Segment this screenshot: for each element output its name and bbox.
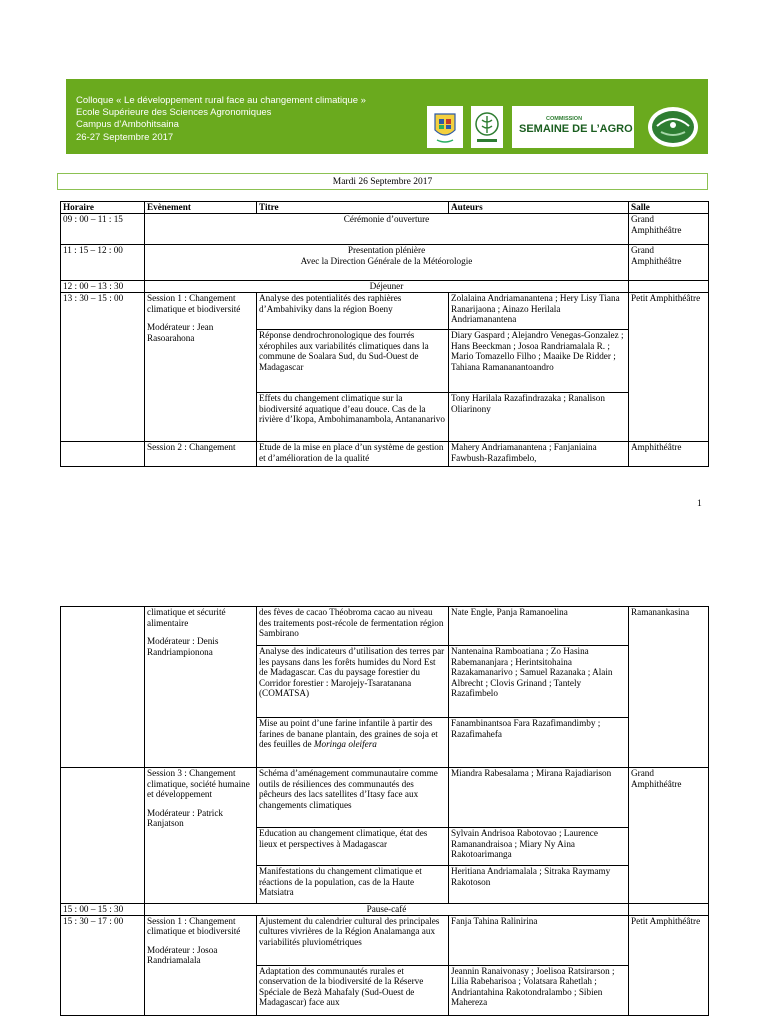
session-cell [145, 293, 257, 442]
time-cell: 12 : 00 – 13 : 30 [61, 281, 145, 293]
time-cell [61, 607, 145, 768]
table-row [61, 281, 709, 293]
talk-authors: Nate Engle, Panja Ramanoelina [449, 607, 629, 646]
talk-authors: Miandra Rabesalama ; Mirana Rajadiarison [449, 768, 629, 828]
talk-authors: Zolalaina Andriamanantena ; Hery Lisy Tiana Ranarijaona ; Ainazo Herilala Andriamanantena [449, 293, 629, 330]
room-cell [629, 904, 709, 916]
talk-title: Etude de la mise en place d’un système de gestion et d’amélioration de la qualité [257, 442, 449, 467]
session-moderator: Modérateur : Patrick Ranjatson [147, 807, 224, 829]
header-line-campus: Campus d’Ambohitsaina [76, 119, 179, 131]
event-cell [145, 245, 629, 281]
header-auteurs: Auteurs [449, 202, 629, 214]
time-cell: 11 : 15 – 12 : 00 [61, 245, 145, 281]
talk-authors: Tony Harilala Razafindrazaka ; Ranalison Oliarinony [449, 393, 629, 442]
talk-title-text: Mise au point d’une farine infantile à partir des farines de banane plantain, des graines de soja et des feuilles de [259, 718, 438, 750]
time-cell [61, 442, 145, 467]
table-row [61, 904, 709, 916]
table-row [61, 442, 709, 467]
header-titre: Titre [257, 202, 449, 214]
semaine-agro-logo-main: SEMAINE DE L’AGRO [519, 123, 633, 135]
session-cell [145, 915, 257, 1015]
table-row [61, 768, 709, 828]
header-salle: Salle [629, 202, 709, 214]
header-line-dates: 26-27 Septembre 2017 [76, 131, 174, 143]
talk-title: des fèves de cacao Théobroma cacao au niveau des traitements post-récole de fermentation région Sambirano [257, 607, 449, 646]
header-line-school: Ecole Supérieure des Sciences Agronomiques [76, 107, 272, 119]
pleniere-subtitle: Avec la Direction Générale de la Météorologie [300, 255, 473, 266]
date-heading: Mardi 26 Septembre 2017 [57, 173, 708, 190]
time-cell [61, 768, 145, 904]
talk-title: Schéma d’aménagement communautaire comme outils de résiliences des communautés des pêcheurs des lacs satellites d’Itasy face aux changements climatiques [257, 768, 449, 828]
pleniere-title: Presentation plénière [347, 245, 426, 255]
session-name: Session 1 : Changement climatique et biodiversité [147, 915, 241, 937]
session-cell [145, 768, 257, 904]
talk-authors: Fanambinantsoa Fara Razafimandimby ; Razafimahefa [449, 718, 629, 768]
talk-authors: Sylvain Andrisoa Rabotovao ; Laurence Ramanandraisoa ; Miary Ny Aina Rakotoarimanga [449, 828, 629, 866]
table-row [61, 214, 709, 245]
semaine-agro-logo-top: COMMISSION [546, 116, 583, 122]
room-cell: Grand Amphithéâtre [629, 245, 709, 281]
event-cell: Cérémonie d’ouverture [145, 214, 629, 245]
header-evenement: Evènement [145, 202, 257, 214]
table-row [61, 607, 709, 646]
semaine-agro-logo [512, 106, 634, 148]
session-cell [145, 607, 257, 768]
session-moderator: Modérateur : Josoa Randriamalala [147, 944, 218, 966]
room-cell [629, 281, 709, 293]
session-name: climatique et sécurité alimentaire [147, 607, 226, 628]
session-moderator: Modérateur : Denis Randriampionona [147, 636, 219, 657]
room-cell: Petit Amphithéâtre [629, 915, 709, 1015]
time-cell: 09 : 00 – 11 : 15 [61, 214, 145, 245]
talk-authors: Fanja Tahina Ralinirina [449, 915, 629, 965]
session-moderator: Modérateur : Jean Rasoarahona [147, 322, 214, 343]
room-cell: Grand Amphithéâtre [629, 214, 709, 245]
event-cell: Pause-café [145, 904, 629, 916]
room-cell: Petit Amphithéâtre [629, 293, 709, 442]
header-horaire: Horaire [61, 202, 145, 214]
talk-title [257, 718, 449, 768]
talk-title: Analyse des indicateurs d’utilisation des terres par les paysans dans les forêts humides du Nord Est de Madagascar. Cas du paysage forestier du Corridor forestier : Marojejy-Tsaratanana (COMATSA) [257, 646, 449, 718]
header-banner [66, 79, 708, 154]
talk-title: Effets du changement climatique sur la biodiversité aquatique d’eau douce. Cas de la rivière d’Ikopa, Ambohimanambola, Antananarivo [257, 393, 449, 442]
event-cell: Déjeuner [145, 281, 629, 293]
room-cell: Grand Amphithéâtre [629, 768, 709, 904]
talk-title: Ajustement du calendrier cultural des principales cultures vivrières de la Région Analamanga aux variabilités pluviométriques [257, 915, 449, 965]
time-cell: 15 : 30 – 17 : 00 [61, 915, 145, 1015]
page-number: 1 [697, 499, 702, 509]
talk-authors: Heritiana Andriamalala ; Sitraka Raymamy Rakotoson [449, 866, 629, 904]
header-line-title: Colloque « Le développement rural face au changement climatique » [76, 95, 366, 106]
schedule-table-page-2 [60, 606, 709, 1016]
talk-authors: Diary Gaspard ; Alejandro Venegas-Gonzalez ; Hans Beeckman ; Josoa Randriamalala R. ; Mario Tomazello Filho ; Maaike De Ridder ; Tahiana Ramananantoandro [449, 330, 629, 393]
header-text [76, 95, 366, 144]
talk-title: Adaptation des communautés rurales et conservation de la biodiversité de la Réserve Spéciale de Bezà Mahafaly (Sud-Ouest de Madagascar) face aux [257, 965, 449, 1015]
talk-title: Education au changement climatique, état des lieux et perspectives à Madagascar [257, 828, 449, 866]
talk-title: Réponse dendrochronologique des fourrés xérophiles aux variabilités climatiques dans la commune de Soalara Sud, du Sud-Ouest de Madagascar [257, 330, 449, 393]
table-row [61, 245, 709, 281]
schedule-table-page-1 [60, 201, 709, 467]
room-cell: Ramanankasina [629, 607, 709, 768]
session-cell: Session 2 : Changement [145, 442, 257, 467]
time-cell: 15 : 00 – 15 : 30 [61, 904, 145, 916]
talk-title: Manifestations du changement climatique et réactions de la population, cas de la Haute Matsiatra [257, 866, 449, 904]
university-logo [427, 106, 463, 148]
talk-authors: Nantenaina Ramboatiana ; Zo Hasina Rabemananjara ; Herintsitohaina Razakamanarivo ; Samuel Razanaka ; Alain Albrecht ; Clovis Grinand ; Tantely Razafimbelo [449, 646, 629, 718]
table-row [61, 293, 709, 330]
table-header-row [61, 202, 709, 214]
essa-logo [471, 106, 503, 148]
session-name: Session 3 : Changement climatique, société humaine et développement [147, 768, 250, 800]
association-logo [647, 106, 699, 148]
session-name: Session 1 : Changement climatique et biodiversité [147, 293, 241, 314]
talk-authors: Mahery Andriamanantena ; Fanjaniaina Fawbush-Razafimbelo, [449, 442, 629, 467]
talk-title-species: Moringa oleifera [313, 739, 377, 750]
room-cell: Amphithéâtre [629, 442, 709, 467]
time-cell: 13 : 30 – 15 : 00 [61, 293, 145, 442]
talk-title: Analyse des potentialités des raphières d’Ambahiviky dans la région Boeny [257, 293, 449, 330]
table-row [61, 915, 709, 965]
talk-authors: Jeannin Ranaivonasy ; Joelisoa Ratsirarson ; Lilia Rabeharisoa ; Volatsara Rahetlah ; Andriantahina Rakotondralambo ; Sibien Mahereza [449, 965, 629, 1015]
